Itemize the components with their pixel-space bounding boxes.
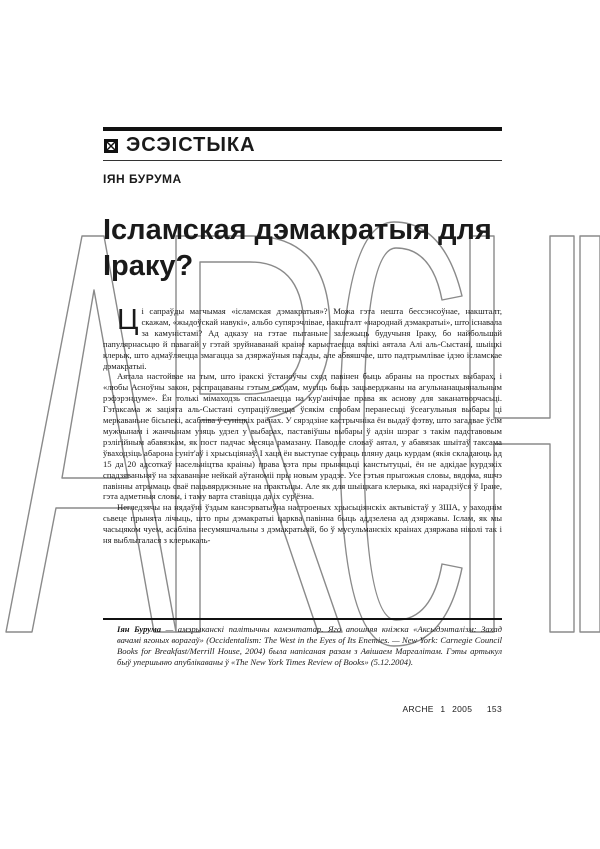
bio-text: — амэрыканскі палітычны камэнтатар. Яго апошняя кніжка «Аксыдэнталізм: Захад вачамі ягоных ворагаў» (Occidentalism: The West in the Eyes of Its Enemies. — New York: Carnegie Council Books for Breakfast/Merrill House, 2004) была напісаная разам з Авішаем Маргалітам. Гэты артыкул быў упершыню апублікаваны ў «The New York Times Review of Books» (5.12.2004).	[117, 624, 502, 667]
article-title: Ісламская дэмакратыя для Іраку?	[103, 214, 492, 282]
issue-number: 1	[440, 704, 446, 714]
top-rule	[103, 127, 502, 131]
framed-square-icon	[103, 138, 119, 154]
article-body	[103, 306, 502, 546]
section-label: ЭСЭІСТЫКА	[126, 134, 256, 156]
drop-cap: Ц	[117, 304, 139, 336]
paragraph: Аятала настойвае на тым, што іракскі ўстаноўчы сход павінен быць абраны на простых выбарах, і «любы Асноўны закон, распрацаваны гэтым сходам, мусіць быць зацьверджаны на агульнанацыянальным рэфэрэндуме». Ён толькі мімаходзь спасылаецца на кур'анічнае права як аснову для заканатворчасьці. Гэтаксама ж заціята аль-Сыстані супраціўляецца ўсякім спробам перанесьці ўсеагульныя выбары ці меркаваньне бісьпекі, асабліва ў суніцкіх раёнах. У сярэдзіне кастрычніка ён выдаў фэтву, што загадвае ўсім мужчынам і жанчынам узяць удзел у выбарах, паставіўшы выбары ў адзін шэраг з такім падставовым рэлігійным абавязкам, як пост падчас месяца рамазану. Паводле словаў аятал, у абавязак шыітаў таксама ўваходзіць абарона суніт'аў і хрысьціянаў. І хаця ён выступае супраць пляну даць курдам (якія складаюць ад 15 да 20 адсоткаў насельніцтва краіны) права вэта пры прыняцьці канстытуцыі, ён не адкідае курдзкіх спадзяваньняў на захаваньне нейкай аўтаноміі пры новым урадзе. Усе гэтыя прыгожыя словы, вядома, яшчэ павінны атрымаць сваё пацьвярджэньне на практыцы. Але як для шыіцкага клерыка, які нарадзіўся ў Іране, гэта адметныя словы, і таму варта ставіцца да іх сур'ёзна.	[103, 371, 502, 502]
bio-rule	[103, 618, 502, 620]
section-rule	[103, 160, 502, 161]
paragraph-text: і сапраўды магчымая «ісламская дэмакратыя»? Можа гэта нешта бессэнсоўнае, накшталт, скажам, «жыдоўскай навукі», альбо супярэчлівае, накшталт «народнай дэмакратыі», што існавала за камуністамі? Ад адказу на гэтае пытаньне залежыць будучыня Іраку, бо найбольшай папулярнасьцю й павагай у гэтай зруйнаванай краіне карыстаецца вялікі аятала Алі аль-Сыстані, шыіцкі клерык, што адмаўляецца змагацца за дзяржаўныя пасады, але абвяшчае, што падтрымлівае ідэю ісламскае дэмакратыі.	[103, 306, 502, 371]
paragraph: Негледзячы на нядаўні ўздым кансэрватыўна настроеных хрысьціянскіх актывістаў у ЗША, у заходнім сьвеце прынята лічыць, што пры дэмакратыі царква павінна быць аддзелена ад дзяржавы. Іслам, як мы часьцяком чуем, асабліва несумяшчальны з дэмакратыяй, бо ў мусульманскіх краінах дзяржава ніколі так і ня выблыталася з клерыкаль-	[103, 502, 502, 546]
page-number: 153	[486, 704, 502, 714]
issue-year: 2005	[452, 704, 473, 714]
watermark-letter-e	[580, 236, 600, 632]
page-footer	[398, 704, 502, 714]
author-name: ІЯН БУРУМА	[103, 172, 182, 186]
bio-name: Іян Бурума	[117, 624, 162, 634]
section-heading	[103, 134, 256, 157]
journal-name: ARCHE	[402, 704, 434, 714]
paragraph	[103, 306, 502, 371]
author-bio	[117, 624, 502, 668]
